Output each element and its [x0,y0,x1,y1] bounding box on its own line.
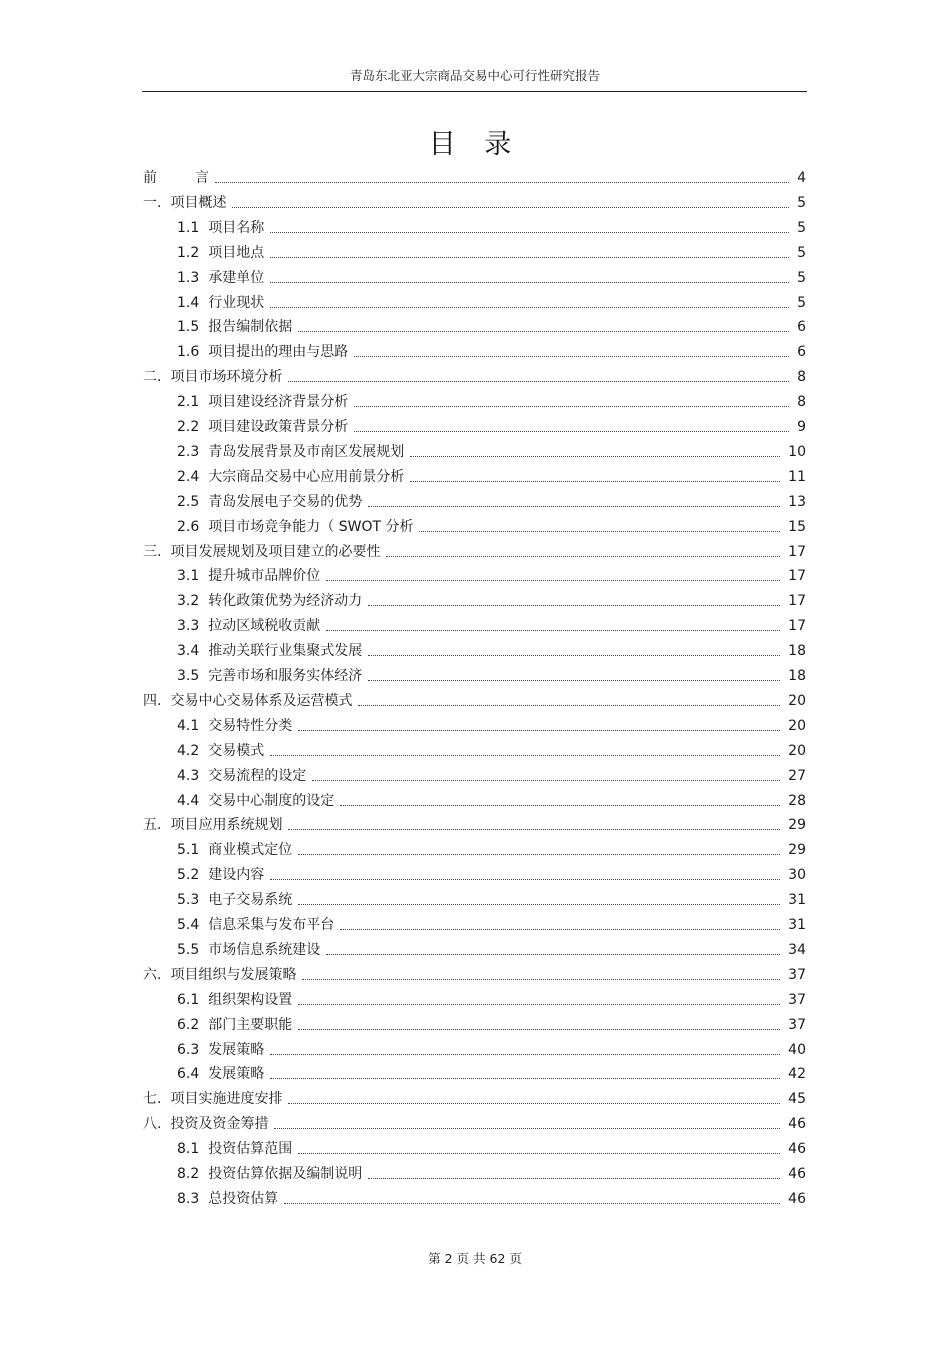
toc-entry-label [177,465,404,489]
toc-entry-page: 34 [788,941,806,958]
toc-entry-text: 行业现状 [208,294,265,311]
toc-entry[interactable] [0,216,950,240]
toc-entry-label [177,216,264,240]
toc-entry-page: 13 [788,493,806,510]
toc-entry-text: 建设内容 [208,867,265,884]
toc-entry[interactable] [0,789,950,813]
toc-leader-dots [354,431,789,432]
toc-entry-text: 完善市场和服务实体经济 [208,668,363,684]
toc-entry-label [177,415,348,439]
toc-entry-text: 报告编制依据 [208,319,293,336]
toc-entry-number: 六. [143,966,162,983]
toc-entry-text: 大宗商品交易中心应用前景分析 [208,468,405,485]
toc-entry-label [177,1038,264,1062]
toc-entry-text: 项目市场环境分析 [170,369,283,386]
toc-entry-text: 项目发展规划及项目建立的必要性 [170,543,381,560]
toc-entry-text: 拉动区域税收贡献 [208,618,321,635]
toc-leader-dots [298,331,789,332]
toc-entry-number: 4.3 [177,767,200,784]
toc-entry-number: 6.1 [177,991,200,1008]
toc-leader-dots [298,854,780,855]
toc-entry-text: 交易特性分类 [208,717,293,734]
toc-entry[interactable] [0,913,950,937]
toc-leader-dots [302,979,780,980]
toc-entry-label [177,764,306,788]
toc-leader-dots [270,1054,780,1055]
toc-entry-page: 37 [788,1016,806,1033]
toc-entry-page: 17 [788,593,806,610]
toc-leader-dots [270,307,789,308]
toc-entry-text: 提升城市品牌价位 [208,568,321,585]
toc-entry-page: 5 [797,244,806,261]
running-header: 青岛东北亚大宗商品交易中心可行性研究报告 [349,68,600,83]
toc-entry-label [177,838,292,862]
toc-entry-number: 3.1 [177,568,200,585]
toc-entry-text: 项目提出的理由与思路 [208,344,349,361]
toc-entry-page: 28 [788,792,806,809]
toc-entry-text: 项目概述 [170,194,227,211]
toc-entry-label [143,365,282,389]
toc-leader-dots [270,755,780,756]
toc-entry-page: 5 [797,269,806,286]
toc-entry-page: 46 [788,1166,806,1182]
toc-entry-page: 6 [797,344,806,361]
toc-entry-number: 2.4 [177,468,200,485]
toc-leader-dots [232,207,789,208]
toc-entry-number: 2.2 [177,419,200,435]
toc-entry[interactable] [0,1112,950,1136]
toc-entry-text: 总投资估算 [208,1190,279,1207]
toc-entry-label [177,291,264,315]
header-rule [142,91,807,92]
toc-entry-number: 八. [143,1116,162,1133]
footer-total-pages: 62 [489,1251,506,1266]
toc-entry-number: 前 [143,170,157,186]
toc-entry-number: 3.2 [177,593,200,610]
toc-entry[interactable] [0,1162,950,1186]
toc-entry[interactable] [0,1187,950,1211]
toc-entry-text: 项目组织与发展策略 [170,966,297,983]
toc-entry-number: 二. [143,369,162,386]
toc-entry[interactable] [0,515,950,539]
footer-mid: 页 共 [456,1251,486,1266]
toc-entry-number: 4.1 [177,717,200,734]
toc-entry-label [177,664,362,688]
toc-entry-label [177,1013,292,1037]
toc-entry-page: 29 [788,842,806,859]
toc-leader-dots [288,1103,780,1104]
toc-entry-text: 交易流程的设定 [208,767,307,784]
toc-entry[interactable] [0,415,950,439]
toc-entry[interactable] [0,564,950,588]
toc-entry[interactable] [0,838,950,862]
toc-entry[interactable] [0,614,950,638]
toc-entry-page: 29 [788,817,806,834]
toc-entry-label [177,614,320,638]
toc-entry-page: 40 [788,1041,806,1058]
toc-leader-dots [326,954,780,955]
toc-leader-dots [354,406,789,407]
toc-entry-page: 8 [797,394,806,411]
toc-entry-text: 青岛发展电子交易的优势 [208,493,363,510]
toc-entry-number: 6.4 [177,1066,200,1083]
toc-entry-label [177,1137,292,1161]
toc-entry-label [177,315,292,339]
toc-entry-label [143,540,380,564]
toc-leader-dots [298,1004,780,1005]
toc-entry-text: 青岛发展背景及市南区发展规划 [208,443,405,460]
toc-entry-page: 20 [788,692,806,709]
toc-entry-number: 四. [143,692,162,709]
toc-entry-label [177,938,320,962]
toc-entry-page: 10 [788,443,806,460]
toc-leader-dots [298,1029,780,1030]
toc-entry-text: 交易中心制度的设定 [208,792,335,809]
toc-entry-text: 投资估算范围 [208,1141,293,1158]
toc-entry-label [177,589,362,613]
toc-leader-dots [386,556,780,557]
toc-entry-number: 4.4 [177,792,200,809]
toc-entry-label [177,340,348,364]
toc-entry-number: 5.5 [177,941,200,958]
toc-entry-page: 42 [788,1066,806,1083]
toc-entry-number: 1.3 [177,269,200,286]
toc-entry-page: 8 [797,369,806,386]
toc-entry[interactable] [0,764,950,788]
toc-leader-dots [368,605,780,606]
toc-leader-dots [312,780,780,781]
toc-entry[interactable] [0,888,950,912]
toc-entry-page: 31 [788,892,806,909]
toc-leader-dots [326,630,780,631]
toc-entry-text: 信息采集与发布平台 [208,917,335,933]
toc-entry-text: 交易中心交易体系及运营模式 [170,692,353,709]
toc-entry-page: 37 [788,966,806,983]
toc-entry-number: 1.2 [177,244,200,261]
toc-entry-label [177,913,334,937]
toc-entry-number: 三. [143,543,162,560]
toc-entry-page: 17 [788,543,806,560]
toc-entry[interactable] [0,390,950,414]
toc-leader-dots [298,730,780,731]
toc-entry-number: 5.4 [177,917,200,933]
toc-entry-page: 46 [788,1116,806,1133]
toc-entry[interactable] [0,266,950,290]
toc-entry-number: 6.2 [177,1016,200,1033]
toc-entry-text: 组织架构设置 [208,991,293,1008]
toc-entry-number: 8.2 [177,1166,200,1182]
toc-entry-page: 17 [788,618,806,635]
toc-entry-text: 项目建设经济背景分析 [208,394,349,411]
toc-entry[interactable] [0,1062,950,1086]
toc-entry-label [143,1112,268,1136]
toc-leader-dots [298,904,780,905]
toc-entry-text: 发展策略 [208,1066,265,1083]
toc-entry-number: 2.6 [177,518,200,535]
toc-entry-label [177,1187,278,1211]
toc-entry-text: 推动关联行业集聚式发展 [208,643,363,660]
toc-entry-page: 15 [788,518,806,535]
toc-entry-number: 1.1 [177,219,200,236]
toc-entry-number: 七. [143,1091,162,1108]
toc-leader-dots [284,1203,780,1204]
toc-entry-label [143,689,352,713]
toc-entry[interactable] [0,1038,950,1062]
toc-leader-dots [368,506,780,507]
toc-entry-page: 27 [788,767,806,784]
toc-entry-number: 1.4 [177,294,200,311]
toc-entry-text: 部门主要职能 [208,1016,293,1033]
toc-leader-dots [274,1128,780,1129]
toc-entry-page: 5 [797,294,806,311]
toc-entry-label [177,241,264,265]
toc-leader-dots [340,805,780,806]
toc-entry-text: 交易模式 [208,742,265,759]
toc-entry-label [177,888,292,912]
toc-entry-page: 9 [797,419,806,435]
toc-leader-dots [288,829,780,830]
toc-entry-label [177,714,292,738]
toc-entry-label [177,390,348,414]
toc-entry-number: 五. [143,817,162,834]
toc-entry-label [143,166,209,190]
toc-entry[interactable] [0,1087,950,1111]
toc-entry[interactable] [0,241,950,265]
toc-leader-dots [270,879,780,880]
toc-entry-label [177,789,334,813]
toc-leader-dots [410,481,780,482]
toc-entry-label [143,813,282,837]
toc-entry-page: 45 [788,1091,806,1108]
toc-entry[interactable] [0,589,950,613]
toc-entry[interactable] [0,963,950,987]
toc-entry[interactable] [0,291,950,315]
toc-entry-label [177,639,362,663]
toc-entry-page: 17 [788,568,806,585]
toc-entry-page: 6 [797,319,806,336]
toc-entry-number: 3.4 [177,643,200,660]
toc-entry-number: 4.2 [177,742,200,759]
toc-entry[interactable] [0,440,950,464]
toc-entry-text: 项目地点 [208,244,265,261]
toc-entry-number: 一. [143,194,162,211]
toc-leader-dots [368,1178,780,1179]
footer-prefix: 第 [428,1251,441,1266]
toc-entry-page: 20 [788,742,806,759]
toc-leader-dots [270,232,789,233]
toc-entry[interactable] [0,689,950,713]
toc-leader-dots [419,531,780,532]
toc-leader-dots [326,580,780,581]
toc-leader-dots [288,381,789,382]
toc-entry-number: 1.5 [177,319,200,336]
toc-entry-number: 2.1 [177,394,200,411]
toc-entry[interactable] [0,340,950,364]
toc-entry-text: 承建单位 [208,269,265,286]
toc-entry-label [177,863,264,887]
toc-entry[interactable] [0,863,950,887]
toc-entry-label [177,440,404,464]
toc-entry[interactable] [0,365,950,389]
toc-entry[interactable] [0,1013,950,1037]
toc-entry[interactable] [0,490,950,514]
toc-entry-text: 言 [195,170,209,186]
toc-entry-number: 1.6 [177,344,200,361]
toc-entry-label [177,739,264,763]
toc-leader-dots [270,282,789,283]
toc-entry-label [143,1087,282,1111]
toc-entry-number: 3.3 [177,618,200,635]
toc-title: 目 录 [428,129,522,160]
toc-entry-page: 46 [788,1190,806,1207]
toc-entry[interactable] [0,1137,950,1161]
toc-entry-number: 6.3 [177,1041,200,1058]
toc-entry-page: 5 [797,219,806,236]
toc-entry-text: 投资及资金筹措 [170,1116,269,1133]
toc-entry-page: 4 [797,170,806,186]
toc-entry-page: 46 [788,1141,806,1158]
toc-entry-label [177,988,292,1012]
toc-entry-text: 项目市场竞争能力（ SWOT 分析 [208,518,414,535]
toc-entry[interactable] [0,714,950,738]
toc-entry-label [177,490,362,514]
toc-entry[interactable] [0,938,950,962]
toc-entry-label [143,963,296,987]
toc-leader-dots [368,680,780,681]
page-footer [0,1249,950,1267]
toc-entry-number: 5.3 [177,892,200,909]
toc-entry-page: 18 [788,643,806,660]
toc-entry-number: 3.5 [177,668,200,684]
toc-entry-label [177,515,413,539]
toc-entry-text: 转化政策优势为经济动力 [208,593,363,610]
toc-entry-page: 20 [788,717,806,734]
toc-leader-dots [270,257,789,258]
toc-entry-number: 2.5 [177,493,200,510]
toc-entry-number: 5.1 [177,842,200,859]
footer-current-page: 2 [444,1251,453,1266]
toc-leader-dots [340,929,780,930]
toc-entry-page: 30 [788,867,806,884]
toc-entry[interactable] [0,465,950,489]
toc-leader-dots [354,356,789,357]
toc-leader-dots [410,456,780,457]
toc-entry-text: 项目名称 [208,219,265,236]
toc-entry-number: 2.3 [177,443,200,460]
toc-entry-label [177,266,264,290]
toc-entry-text: 商业模式定位 [208,842,293,859]
toc-entry[interactable] [0,988,950,1012]
toc-entry-text: 项目应用系统规划 [170,817,283,834]
toc-leader-dots [270,1078,780,1079]
toc-entry-page: 11 [788,468,806,485]
toc-entry[interactable] [0,813,950,837]
toc-entry-number: 5.2 [177,867,200,884]
toc-entry[interactable] [0,664,950,688]
toc-leader-dots [358,705,780,706]
toc-entry-text: 项目建设政策背景分析 [208,419,349,435]
toc-entry[interactable] [0,739,950,763]
toc-entry-page: 18 [788,668,806,684]
toc-entry-number: 8.1 [177,1141,200,1158]
toc-entry-page: 5 [797,194,806,211]
toc-leader-dots [368,655,780,656]
toc-entry-text: 电子交易系统 [208,892,293,909]
toc-leader-dots [215,182,789,183]
toc-entry-label [177,564,320,588]
toc-entry-label [177,1162,362,1186]
toc-leader-dots [298,1153,780,1154]
footer-suffix: 页 [509,1251,522,1266]
toc-entry-page: 37 [788,991,806,1008]
toc-entry-text: 市场信息系统建设 [208,941,321,958]
toc-entry-text: 项目实施进度安排 [170,1091,283,1108]
toc-entry[interactable] [0,191,950,215]
toc-entry-text: 投资估算依据及编制说明 [208,1166,363,1182]
toc-entry[interactable] [0,540,950,564]
toc-entry-label [143,191,226,215]
toc-entry[interactable] [0,166,950,190]
toc-entry-label [177,1062,264,1086]
toc-entry-page: 31 [788,917,806,933]
toc-entry-number: 8.3 [177,1190,200,1207]
toc-entry[interactable] [0,315,950,339]
toc-entry[interactable] [0,639,950,663]
toc-entry-text: 发展策略 [208,1041,265,1058]
